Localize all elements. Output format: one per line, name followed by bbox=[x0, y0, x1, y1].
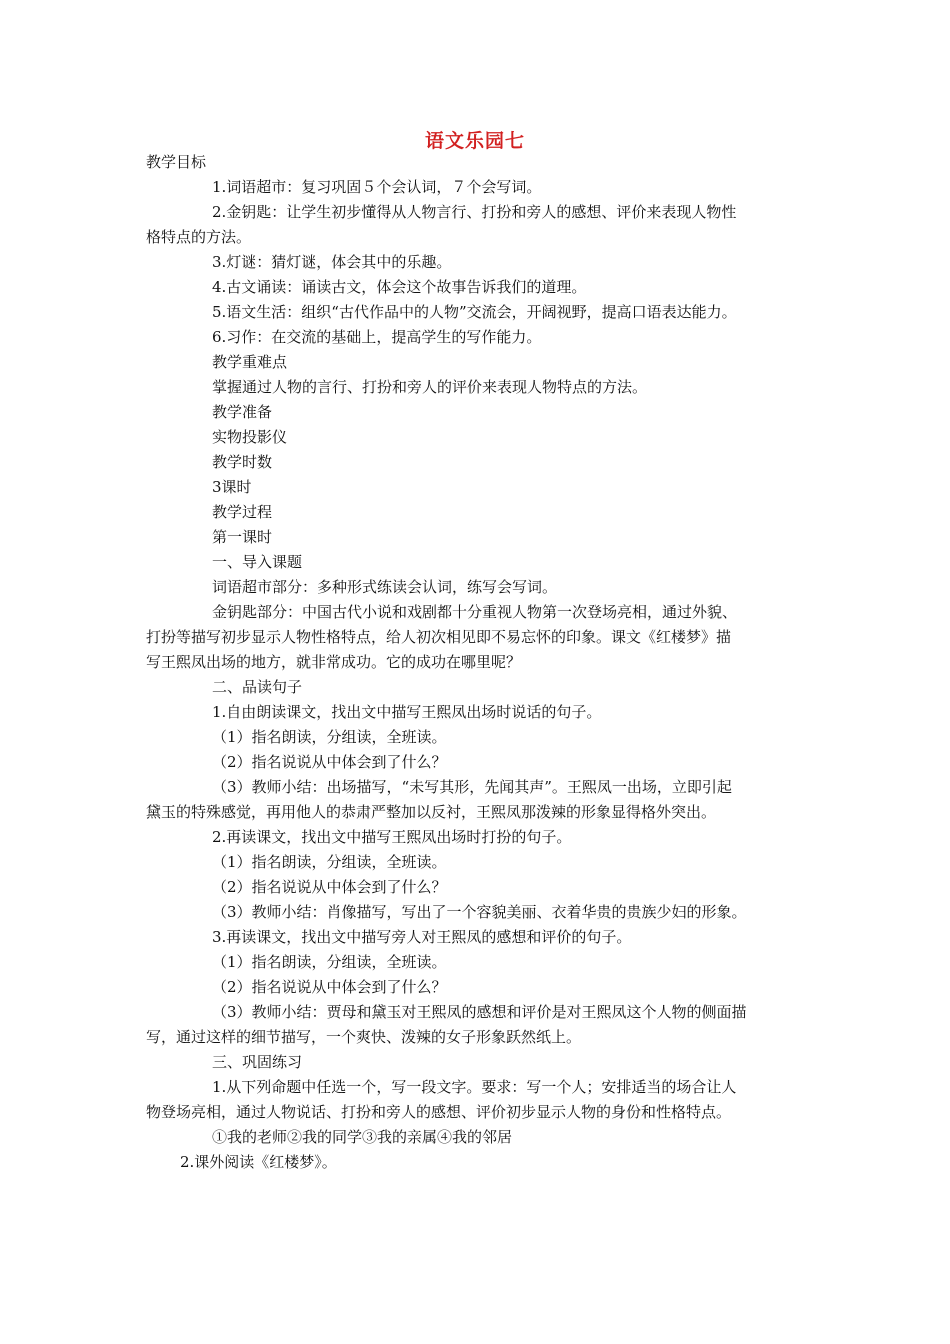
paragraph-line: 1.自由朗读课文，找出文中描写王熙凤出场时说话的句子。 bbox=[212, 703, 602, 721]
paragraph-line: 格特点的方法。 bbox=[146, 228, 252, 246]
section-heading: 一、导入课题 bbox=[212, 553, 303, 571]
section-heading: 教学时数 bbox=[212, 453, 273, 471]
paragraph-line: 3.再读课文，找出文中描写旁人对王熙凤的感想和评价的句子。 bbox=[212, 928, 632, 946]
paragraph-line: 3.灯谜：猜灯谜，体会其中的乐趣。 bbox=[212, 253, 452, 271]
paragraph-line: （3）教师小结：贾母和黛玉对王熙凤的感想和评价是对王熙凤这个人物的侧面描 bbox=[212, 1003, 747, 1021]
paragraph-line: ①我的老师②我的同学③我的亲属④我的邻居 bbox=[212, 1128, 513, 1146]
paragraph-line: （3）教师小结：出场描写，“未写其形，先闻其声”。王熙凤一出场，立即引起 bbox=[212, 778, 732, 796]
section-heading: 教学重难点 bbox=[212, 353, 288, 371]
paragraph-line: 物登场亮相，通过人物说话、打扮和旁人的感想、评价初步显示人物的身份和性格特点。 bbox=[146, 1103, 732, 1121]
section-heading: 三、巩固练习 bbox=[212, 1053, 303, 1071]
paragraph-line: 6.习作：在交流的基础上，提高学生的写作能力。 bbox=[212, 328, 542, 346]
paragraph-line: 写王熙凤出场的地方，就非常成功。它的成功在哪里呢？ bbox=[146, 653, 522, 671]
paragraph-line: 1.词语超市：复习巩固５个会认词，７个会写词。 bbox=[212, 178, 542, 196]
section-heading: 二、品读句子 bbox=[212, 678, 303, 696]
paragraph-line: （1）指名朗读，分组读，全班读。 bbox=[212, 853, 447, 871]
paragraph-line: （2）指名说说从中体会到了什么？ bbox=[212, 978, 447, 996]
paragraph-line: 3课时 bbox=[212, 478, 252, 496]
section-heading: 第一课时 bbox=[212, 528, 273, 546]
paragraph-line: （2）指名说说从中体会到了什么？ bbox=[212, 753, 447, 771]
paragraph-line: （2）指名说说从中体会到了什么？ bbox=[212, 878, 447, 896]
paragraph-line: 2.课外阅读《红楼梦》。 bbox=[180, 1153, 337, 1171]
paragraph-line: （1）指名朗读，分组读，全班读。 bbox=[212, 728, 447, 746]
paragraph-line: 黛玉的特殊感觉，再用他人的恭肃严整加以反衬，王熙凤那泼辣的形象显得格外突出。 bbox=[146, 803, 717, 821]
paragraph-line: （1）指名朗读，分组读，全班读。 bbox=[212, 953, 447, 971]
section-heading: 教学过程 bbox=[212, 503, 273, 521]
paragraph-line: 掌握通过人物的言行、打扮和旁人的评价来表现人物特点的方法。 bbox=[212, 378, 648, 396]
section-heading: 教学目标 bbox=[146, 153, 207, 171]
paragraph-line: 5.语文生活：组织“古代作品中的人物”交流会，开阔视野，提高口语表达能力。 bbox=[212, 303, 737, 321]
paragraph-line: 词语超市部分：多种形式练读会认词，练写会写词。 bbox=[212, 578, 558, 596]
paragraph-line: 4.古文诵读：诵读古文，体会这个故事告诉我们的道理。 bbox=[212, 278, 587, 296]
paragraph-line: 打扮等描写初步显示人物性格特点，给人初次相见即不易忘怀的印象。课文《红楼梦》描 bbox=[146, 628, 732, 646]
paragraph-line: 金钥匙部分：中国古代小说和戏剧都十分重视人物第一次登场亮相，通过外貌、 bbox=[212, 603, 738, 621]
paragraph-line: 2.再读课文，找出文中描写王熙凤出场时打扮的句子。 bbox=[212, 828, 572, 846]
paragraph-line: 实物投影仪 bbox=[212, 428, 288, 446]
paragraph-line: 写，通过这样的细节描写，一个爽快、泼辣的女子形象跃然纸上。 bbox=[146, 1028, 582, 1046]
document-title: 语文乐园七 bbox=[424, 130, 525, 152]
paragraph-line: （3）教师小结：肖像描写，写出了一个容貌美丽、衣着华贵的贵族少妇的形象。 bbox=[212, 903, 747, 921]
section-heading: 教学准备 bbox=[212, 403, 273, 421]
paragraph-line: 2.金钥匙：让学生初步懂得从人物言行、打扮和旁人的感想、评价来表现人物性 bbox=[212, 203, 737, 221]
paragraph-line: 1.从下列命题中任选一个，写一段文字。要求：写一个人；安排适当的场合让人 bbox=[212, 1078, 737, 1096]
